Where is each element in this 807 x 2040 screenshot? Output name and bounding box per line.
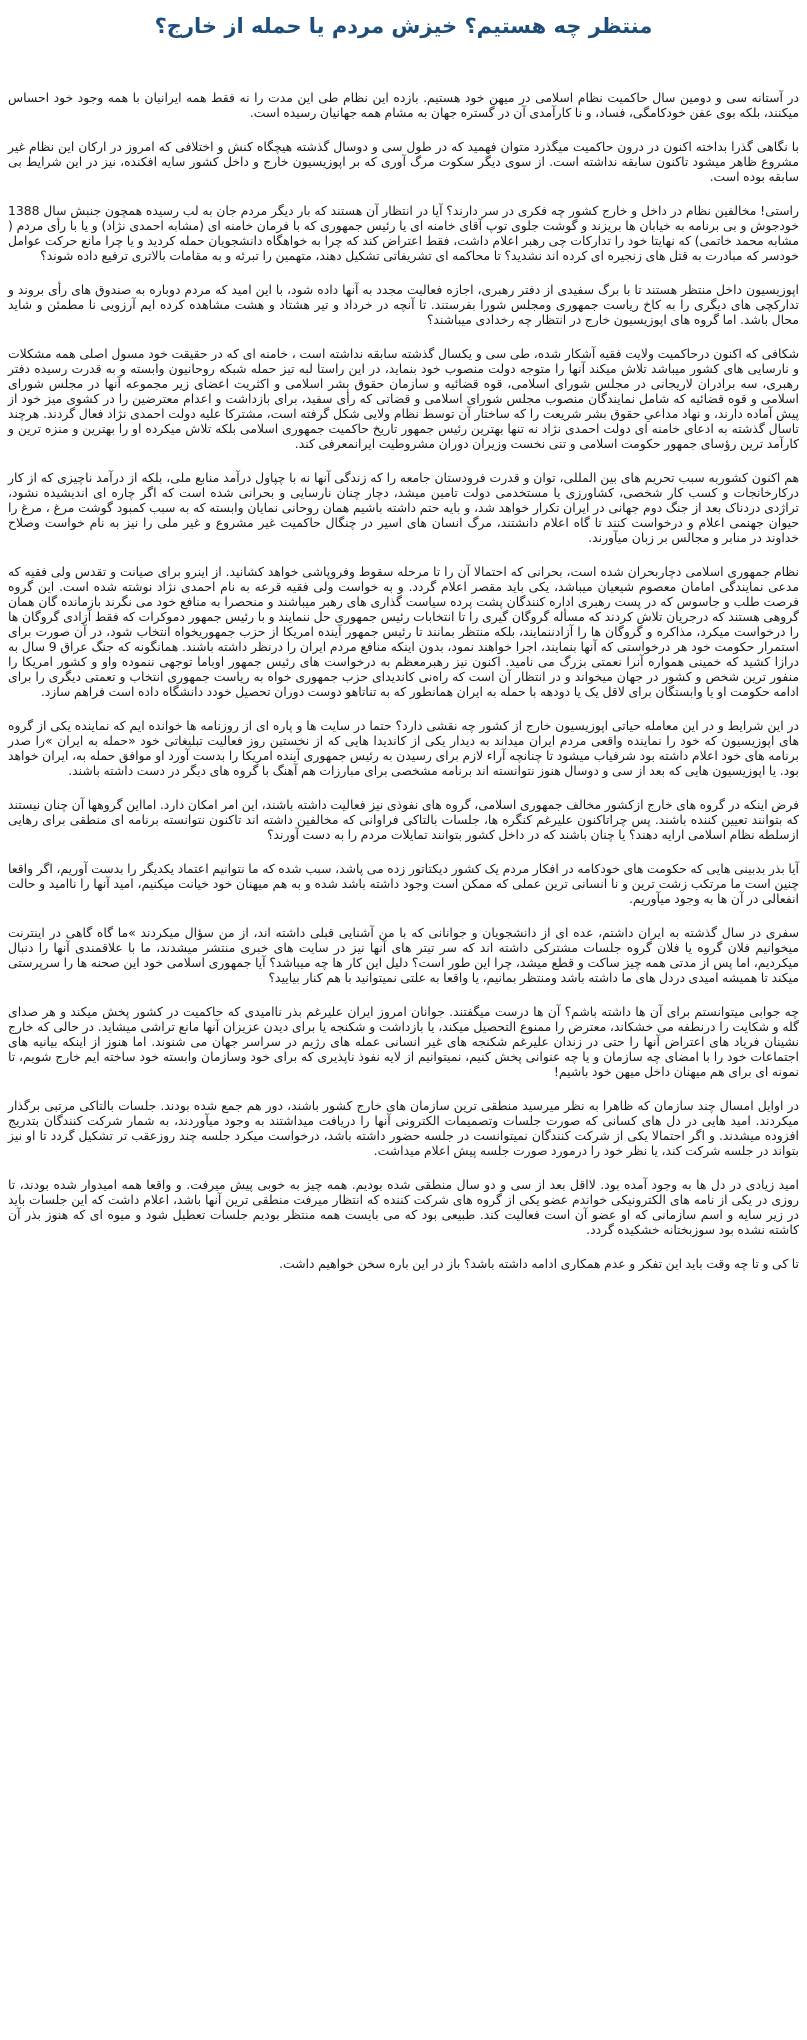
paragraph-9: فرض اینکه در گروه های خارج ازکشور مخالف جمهوری اسلامی، گروه های نفوذی نیز فعالیت داشته باشند، این امر امکان دارد. امااین گروهها آن چنان نیستند که بتوانند تعیین کننده باشند. پس چراتاکنون علیرغم کنگره ها، جلسات بالتاکی فراوانی که مخالفین داشته اند تاکنون نتوانسته برنامه ای منطقی برای رهایی ازسلطه نظام اسلامی ارایه دهند؟ یا چنان باشند که در داخل کشور بتوانند تمایلات مردم را به دست آورند؟ [8, 797, 799, 842]
paragraph-10: آیا بذر بدبینی هایی که حکومت های خودکامه در افکار مردم یک کشور دیکتاتور زده می پاشد، سبب شده که ما نتوانیم اعتماد یکدیگر را بدست آوریم، اگر واقعا چنین است ما مرتکب زشت ترین و نا انسانی ترین عملی که ممکن است وجود داشته باشد شده و به هم میهنان خود خیانت میکنیم، امید آنها را ناامید و حالت انفعالی در آن ها به وجود میآوریم. [8, 861, 799, 906]
paragraph-2: با نگاهی گذرا بداخته اکنون در درون حاکمیت میگذرد متوان فهمید که در طول سی و دوسال گذشته هیچگاه کنش و اختلافی که امروز در ارکان این نظام غیر مشروع ظاهر میشود تاکنون سابقه نداشته است. از سوی دیگر سکوت مرگ آوری که بر اپوزیسیون خارج و داخل کشور سایه افکنده، نیز در این شرایط بی سابقه بوده است. [8, 139, 799, 184]
paragraph-14: امید زیادی در دل ها به وجود آمده بود. لااقل بعد از سی و دو سال منطقی شده بودیم. همه چیز به خوبی پیش میرفت. و واقعا همه امیدوار شده بودند، تا روزی در یکی از نامه های الکترونیکی خواندم عضو یکی از گروه های شرکت کننده که انتظار میرفت منطقی ترین آنها باشد، اعلام داشت که این جلسات باید در زیر سایه و اسم سازمانی که او عضو آن است فعالیت کند. طبیعی بود که می بایست همه منتظر بودیم جلسات تعطیل شود و میوه ای که هنوز بذر آن کاشته نشده بود سوزبختانه خشکیده گردد. [8, 1177, 799, 1237]
article-body [8, 90, 799, 1271]
paragraph-13: در اوایل امسال چند سازمان که ظاهرا به نظر میرسید منطقی ترین سازمان های خارج کشور باشند، دور هم جمع شده بودند. جلسات بالتاکی مرتبی برگذار میکردند. امید هایی در دل های کسانی که صورت جلسات وتصمیمات الکترونی آنها را دریافت میداشتند به وجود میآوردند، به شمار شرکت کنندگان بتدریج افزوده میشدند. و اگر احتمالا یکی از شرکت کنندگان نمیتوانست در جلسه حضور داشته باشد، درخواست میکرد جلسه چند روزعقب تر تشکیل گردد تا او نیز بتواند در جلسه شرکت کند، یا نظر خود را درمورد صورت جلسه پیش اعلام میداشت. [8, 1098, 799, 1158]
paragraph-15: تا کی و تا چه وقت باید این تفکر و عدم همکاری ادامه داشته باشد؟ باز در این باره سخن خواهیم داشت. [279, 1256, 799, 1271]
paragraph-8: در این شرایط و در این معامله حیاتی اپوزیسیون خارج از کشور چه نقشی دارد؟ حتما در سایت ها و پاره ای از روزنامه ها خوانده ایم که نماینده یکی از گروه های اپوزیسیون که خود را نماینده واقعی مردم ایران میداند به دیدار یکی از کاندیدا هایی که از نخستین روز فعالیت تبلیغاتی خود «حمله به ایران »را صدر برنامه های خود اعلام داشته بود شرفیاب میشود تا چنانچه آراء لازم برای رسیدن به رئیس جمهوری آینده امریکا را بدست آورد او موافق حمله به، ایران خواهد بود. یا اپوزیسیون هایی که بعد از سی و دوسال هنوز نتوانسته اند برنامه مشخصی برای مبارزات هم آهنگ با گروه های دیگر در دست داشته باشند. [8, 718, 799, 778]
paragraph-12: چه جوابی میتوانستم برای آن ها داشته باشم؟ آن ها درست میگفتند. جوانان امروز ایران علیرغم بذر ناامیدی که حاکمیت در کشور پخش میکند و هر صدای گله و شکایت را درنطفه می خشکاند، معترض را ممنوع التحصیل میکند، یا بازداشت و شکنجه یا برای دیدن عزیزان آنها مانع تراشی میشاید. در حالی که خارج نشینان فریاد های اعتراض آنها را حتی در زندان علیرغم شکنجه های غیر انسانی عمله های رژیم در سراسر جهان می شنوند. اما هنوز از اینکه بیانیه های اجتماعات خود را با امضای چه سازمان و یا چه عنوانی پخش کنیم، نمیتوانیم از لایه نفوذ ناپذیری که برای خود وسازمان وابسته خود ساخته ایم خارج شویم، تا نمونه ای برای هم میهنان داخل میهن خود باشیم! [8, 1004, 799, 1079]
paragraph-4: اپوزیسیون داخل منتظر هستند تا با برگ سفیدی از دفتر رهبری، اجازه فعالیت مجدد به آنها داده شود، با این امید که مردم دوباره به صندوق های رأی بروند و تداركچی های دیگری را به کاخ ریاست جمهوری ومجلس شورا بفرستند. تا آنچه در خرداد و تیر هشتاد و هشت مشاهده کرده ایم آرزویی نا مطمئن و شاید محال باشد. اما گروه های اپوزیسیون خارج در انتظار چه رخدادی میباشند؟ [8, 282, 799, 327]
article [8, 0, 799, 1290]
paragraph-7: نظام جمهوری اسلامی دچاربحران شده است، بحرانی که احتمالا آن را تا مرحله سقوط وفروپاشی خواهد کشانید. از اینرو برای صیانت و تقدس ولی فقیه که مدعی نمایندگی امامان معصوم شیعیان میباشد، یکی باید مقصر اعلام گردد. و به خواست ولی فقیه قرعه به نام احمدی نژاد نوشته شده است. این گروه فرصت طلب و جاسوس که در پست رهبری اداره کنندگان پشت پرده سیاست گذاری های رهبر میباشند و منحصرا به منافع خود می نگرند بازمانده گان همان گروهی هستند که درجریان تلاش کردند که مسأله گروگان گیری را تا انتخابات رئیس جمهوری حل ننمایند و با رئیس جمهور دموکرات که فقط آزادی گروگان ها را درخواست میکرد، مذاکره و گروگان ها را آزادننمایند، بلکه منتظر بمانند تا رئیس جمهور آینده امریکا از حزب جمهوریخواه انتخاب شود، در آن صورت برای استمرار حکومت خود هر درخواستی که آنها بنمایند، اجرا خواهند نمود، بدون اینکه منافع مردم ایران را درنظر داشته باشند. همانگونه که جنگ عراق 9 سال به درازا کشید که خمینی همواره آنرا نعمتی بزرگ می نامید. اکنون نیز رهبرمعظم به درخواست های رئیس جمهور اوباما توجهی ننموده واو و کشور امریکا را منفور ترین شخص و کشور در جهان میخواند و در انتظار آن است که راه‌نی کاندیدای حزب جمهوری خواه به ریاست جمهوری انتخاب و تعمتی دیگری را برای ادامه حکومت او یا وابستگان برای لاقل یک یا دودهه با حمله به ایران همانطور که به تناتاهو دوست دوران تحصیل خودد دانشگاه داده است فراهم سازد. [8, 564, 799, 699]
paragraph-3: راستی! مخالفین نظام در داخل و خارج کشور چه فکری در سر دارند؟ آیا در انتظار آن هستند که بار دیگر مردم جان به لب رسیده همچون جنبش سال 1388 خودجوش و بی برنامه به خیابان ها بریزند و گوشت جلوی توپ آقای خامنه ای یا رئیس جمهوری که با فرمان خامنه ای (مشابه احمدی نژاد) و یا با رأی مردم ( مشابه محمد خاتمی) که نهایتا خود را تدارکات چی رهبر اعلام داشت، فقط اعتراض کند که چرا به خواهگاه دانشجویان حمله کردید و یا چرا مانع حرکت عوامل خودسر که مبادرت به قتل های زنجیره ای کرده اند نشدید؟ تا محاکمه ای تشریفاتی تشکیل دهند، متهمین را تبرئه و به مقامات بالاتری ترفیع داده شوند؟ [8, 203, 799, 263]
paragraph-6: هم اکنون کشوربه سبب تحریم های بین المللی، توان و قدرت فرودستان جامعه را که زندگی آنها نه با چپاول درآمد منابع ملی، بلکه از درآمد ناچیزی که از کار دركارخانجات و کسب کار شخصی، کشاورزی یا مستخدمی دولت تامین میشد، دچار چنان نارسایی و بحرانی شده است که اگر چاره ای اندیشیده نشود، تراژدی دردناک بعد از جنگ دوم جهانی در ایران تکرار خواهد شد، و بایه حتم داشته باشیم همان روحانی نمایان وابسته که به سبب کمبود گوشت مرغ ، مرغ را حیوان جهنمی اعلام و درخواست کنند تا گاه اعلام دانشتند، مرگ انسان های اسیر در چنگال حاکمیت غیر مشروع و غیر ملی را نیز به نام خواست وصلاح خداوند در منابر و مجالس بر زبان میآورند. [8, 470, 799, 545]
paragraph-5: شکافی که اکنون درحاکمیت ولایت فقیه آشکار شده، طی سی و یکسال گذشته سابقه نداشته است ، خامنه ای که در حقیقت خود مسول اصلی همه مشکلات و نارسایی های کشور میباشد تلاش میکند آنها را متوجه دولت منصوب خود بنماید، در این راستا لبه تیز حمله شبکه روحانیون وابسته و به قدرت رسیده دفتر رهبری، سه برادران لاریجانی در مجلس شورای اسلامی، قوه قضائیه و سازمان حقوق بشر اسلامی و اکثریت اعضای زیر مجموعه آنها در مجلس شورای اسلامی و قوه قضائیه که شامل نمایندگان منصوب مجلس شورای اسلامی و قضاتی که رأی سفید، برای بازداشت و اعدام معترضین را در کشوی میز خود از پیش آماده دارند، و نهاد مداعیِ حقوق بشر شریعت را که ساختار آن توسط نظام ولایی شکل گرفته است، مشترکا علیه دولت احمدی نژاد فعال گردند. هرچند تاسال گذشته به ادعای خامنه ای دولت احمدی نژاد نه تنها بهترین رئیس جمهور تاریخ حاکمیت جمهوری اسلامی بلکه تلاش میکرده او را بهترین و منزه ترین و کارآمد ترین رؤسای جمهور حکومت اسلامی و تنی نخست وزیران دوران مشروطیت ایرانمعرفی کند. [8, 346, 799, 451]
paragraph-1: در آستانه سی و دومین سال حاکمیت نظام اسلامی در میهن خود هستیم. بازده این نظام طی این مدت را نه فقط همه ایرانیان با همه وجود خود احساس میکنند، بلکه بوی عفن خودکامگی، فساد، و نا کارآمدی آن در گستره جهان به مشام همه جهانیان رسیده است. [8, 90, 799, 120]
paragraph-11: سفری در سال گذشته به ایران داشتم، عده ای از دانشجویان و جوانانی که با من آشنایی قبلی داشته اند، از من سؤال میکردند »ما گاه گاهی در اینترنت میخوانیم فلان گروه یا فلان گروه جلسات مشترکی داشته اند که سر تیتر های آنها نیز در سایت های خبری منتشر میشدند، ما با علاقمندی آنها را دنبال میکردیم، اما پس از مدتی همه چیز ساکت و قطع میشد، چرا این طور است؟ دلیل این کار ها چه میباشد؟ آیا جمهوری اسلامی خود این صحنه ها را سرپرستی میکند تا همیشه امیدی دردل های ما داشته باشد ومنتظر بمانیم، یا واقعا به علتی نمیتوانید با هم کنار بیایید؟ [8, 925, 799, 985]
article-title: منتظر چه هستیم؟ خیزش مردم یا حمله از خارج؟ [154, 14, 653, 38]
